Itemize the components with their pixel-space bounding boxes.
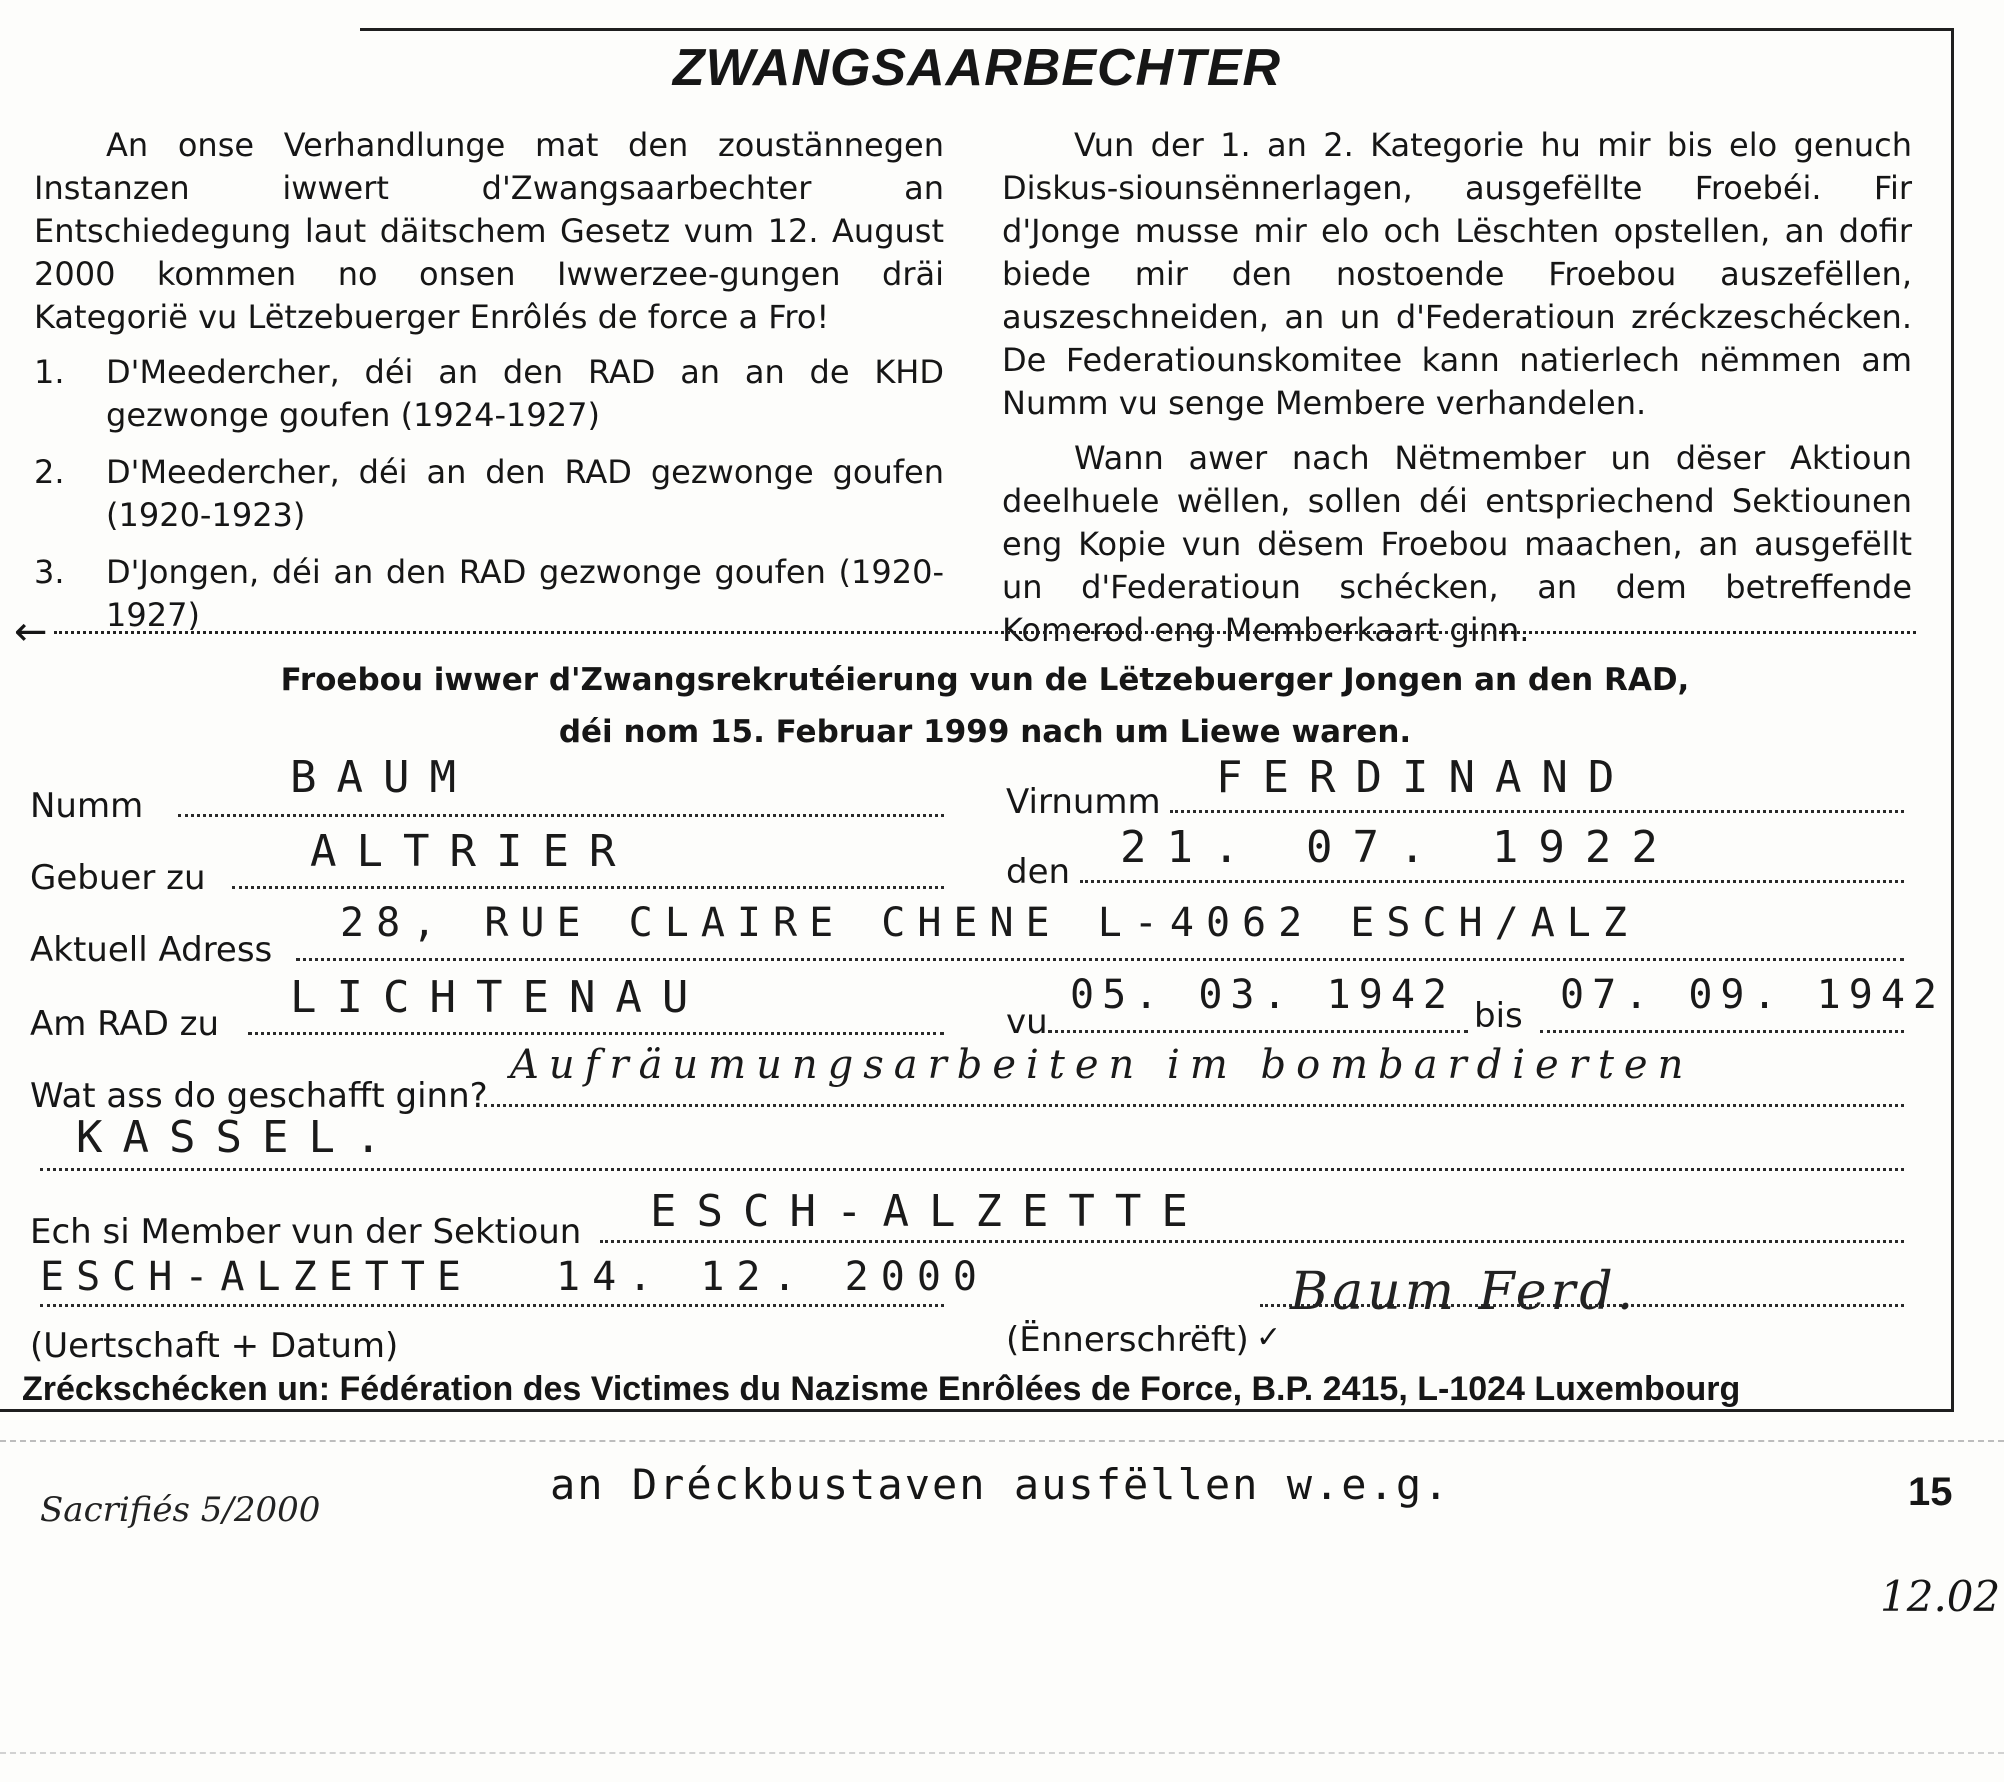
category-item-1: [34, 351, 944, 437]
frame-gap: [0, 26, 360, 32]
field-line-adress[interactable]: [296, 958, 1904, 961]
label-numm: Numm: [30, 786, 144, 826]
typed-note: an Dréckbustaven ausfëllen w.e.g.: [550, 1460, 1451, 1509]
label-vu: vu: [1006, 1002, 1048, 1042]
category-item-2: [34, 451, 944, 537]
form-subheading: déi nom 15. Februar 1999 nach um Liewe waren.: [558, 714, 1412, 750]
signature[interactable]: Baum Ferd.: [1290, 1262, 1638, 1322]
intro-paragraph: Wann awer nach Nëtmember un dëser Aktioun deelhuele wëllen, sollen déi entspriechend Sektiounen eng Kopie vun dësem Froebou maachen, an ausgefëllt un d'Federatioun schécken, an dem betreffende Komerod eng Memberkaart ginn.: [1002, 439, 1912, 649]
intro-right-column: [1002, 124, 1912, 664]
value-wat-ass-line2[interactable]: KASSEL.: [76, 1112, 402, 1163]
field-line-den[interactable]: [1080, 880, 1904, 883]
value-wat-ass-line1[interactable]: Aufräumungsarbeiten im bombardierten: [510, 1042, 1694, 1088]
category-item-3: [34, 551, 944, 637]
intro-paragraph: An onse Verhandlunge mat den zoustännegen Instanzen iwwert d'Zwangsaarbechter an Entschiedegung laut däitschem Gesetz vum 12. August 2000 kommen no onsen Iwwerzee-gungen dräi Kategorië vu Lëtzebuerger Enrôlés de force a Fro!: [34, 126, 944, 336]
category-list: [34, 351, 944, 637]
label-den: den: [1006, 852, 1071, 892]
page-divider: [0, 1440, 2004, 1442]
value-am-rad-zu[interactable]: LICHTENAU: [290, 972, 709, 1023]
value-virnumm[interactable]: FERDINAND: [1216, 752, 1635, 803]
checkmark-icon: ✓: [1256, 1320, 1282, 1355]
category-number: 2.: [34, 453, 65, 491]
page-title: ZWANGSAARBECHTER: [672, 39, 1282, 97]
label-bis: bis: [1474, 996, 1523, 1036]
label-uertschaft-datum: (Uertschaft + Datum): [30, 1326, 399, 1366]
field-line-am-rad[interactable]: [248, 1032, 944, 1035]
publication-name: Sacrifiés 5/2000: [40, 1490, 321, 1530]
value-vu[interactable]: 05. 03. 1942: [1070, 972, 1455, 1018]
bottom-edge: [0, 1752, 2004, 1754]
intro-left-column: [34, 124, 944, 651]
category-text: D'Jongen, déi an den RAD gezwonge goufen (1920-1927): [106, 553, 944, 634]
page-number: 15: [1908, 1470, 1953, 1514]
field-line-virnumm[interactable]: [1170, 810, 1904, 813]
form-heading: Froebou iwwer d'Zwangsrekrutéierung vun de Lëtzebuerger Jongen an den RAD,: [280, 662, 1690, 698]
label-gebuer-zu: Gebuer zu: [30, 858, 206, 898]
label-member-sektioun: Ech si Member vun der Sektioun: [30, 1212, 582, 1252]
value-gebuer-zu[interactable]: ALTRIER: [310, 826, 636, 877]
value-sektioun[interactable]: ESCH-ALZETTE: [650, 1186, 1208, 1237]
field-line-wat-ass[interactable]: [484, 1104, 1904, 1107]
category-number: 1.: [34, 353, 65, 391]
field-line-gebuer-zu[interactable]: [232, 886, 944, 889]
label-aktuell-adress: Aktuell Adress: [30, 930, 273, 970]
label-ennerschreft: (Ënnerschrëft): [1006, 1320, 1249, 1360]
cut-arrow-icon: ←: [14, 609, 48, 655]
cut-line[interactable]: [54, 631, 1916, 634]
intro-paragraph: Vun der 1. an 2. Kategorie hu mir bis elo genuch Diskus-siounsënnerlagen, ausgefëllte Froebéi. Fir d'Jonge musse mir elo och Lëschten opstellen, an dofir biede mir den nostoende Froebou auszefëllen, auszeschneiden, an un d'Federatioun zréckzeschécken. De Federatiounskomitee kann natierlech nëmmen am Numm vu senge Membere verhandelen.: [1002, 126, 1912, 422]
value-numm[interactable]: BAUM: [290, 752, 476, 803]
field-line-uertschaft[interactable]: [40, 1304, 944, 1307]
field-line-bis[interactable]: [1540, 1030, 1904, 1033]
label-wat-ass: Wat ass do geschafft ginn?: [30, 1076, 488, 1116]
field-line-sektioun[interactable]: [600, 1240, 1904, 1243]
category-text: D'Meedercher, déi an den RAD an an de KHD gezwonge goufen (1924-1927): [106, 353, 944, 434]
category-number: 3.: [34, 553, 65, 591]
label-virnumm: Virnumm: [1006, 782, 1161, 822]
value-uertschaft[interactable]: ESCH-ALZETTE: [40, 1254, 473, 1300]
handwritten-corner-note: 12.02: [1880, 1572, 2001, 1621]
field-line-vu[interactable]: [1048, 1030, 1468, 1033]
field-line-wat-ass-2[interactable]: [40, 1168, 1904, 1171]
value-bis[interactable]: 07. 09. 1942: [1560, 972, 1945, 1018]
label-am-rad-zu: Am RAD zu: [30, 1004, 220, 1044]
category-text: D'Meedercher, déi an den RAD gezwonge goufen (1920-1923): [106, 453, 944, 534]
value-datum[interactable]: 14. 12. 2000: [556, 1254, 989, 1300]
field-line-numm[interactable]: [178, 814, 944, 817]
return-address: Zréckschécken un: Fédération des Victimes du Nazisme Enrôlées de Force, B.P. 2415, L-1024 Luxembourg: [22, 1370, 1741, 1408]
value-den[interactable]: 21. 07. 1922: [1120, 822, 1678, 873]
value-aktuell-adress[interactable]: 28, RUE CLAIRE CHENE L-4062 ESCH/ALZ: [340, 900, 1639, 946]
